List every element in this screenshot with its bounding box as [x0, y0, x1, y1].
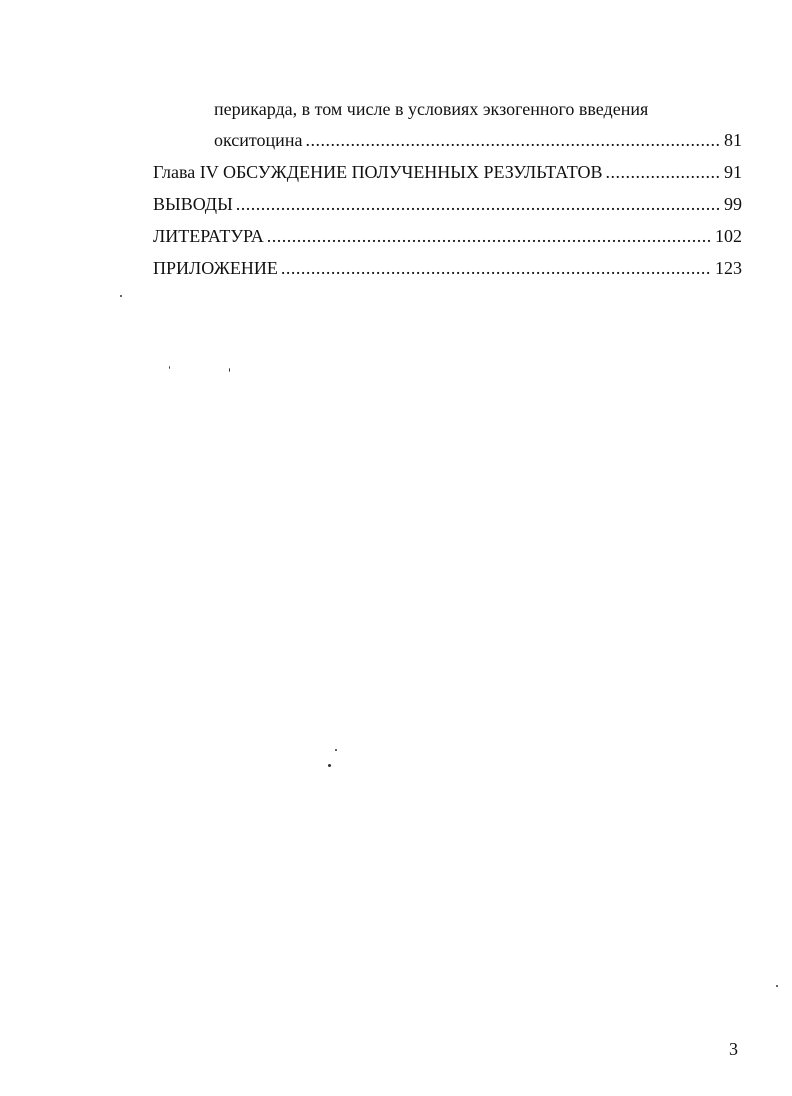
toc-page-number: 99	[724, 194, 742, 214]
leader-dots	[305, 129, 721, 151]
toc-page-number: 102	[715, 226, 742, 246]
toc-entry-title: ЛИТЕРАТУРА	[153, 226, 264, 246]
scan-speck	[328, 764, 331, 767]
toc-page-number: 81	[724, 130, 742, 150]
toc-entry-chapter-4	[153, 161, 742, 183]
scan-speck	[169, 366, 170, 369]
scan-speck	[229, 368, 230, 372]
toc-entry-literature	[153, 225, 742, 247]
toc-entry-continuation-line2	[214, 129, 742, 151]
toc-entry-title: окситоцина	[214, 130, 303, 150]
toc-entry-title: Глава IV ОБСУЖДЕНИЕ ПОЛУЧЕННЫХ РЕЗУЛЬТАТОВ	[153, 162, 603, 182]
scan-speck	[776, 985, 778, 987]
scan-speck	[335, 749, 337, 751]
toc-entry-title: ВЫВОДЫ	[153, 194, 233, 214]
leader-dots	[267, 225, 712, 247]
scan-speck	[120, 295, 122, 297]
toc-entry-conclusions	[153, 193, 742, 215]
leader-dots	[236, 193, 721, 215]
toc-entry-continuation-line1: перикарда, в том числе в условиях экзогенного введения	[214, 99, 649, 119]
toc-entry-appendix	[153, 257, 742, 279]
leader-dots	[605, 161, 721, 183]
leader-dots	[281, 257, 712, 279]
page-number: 3	[729, 1039, 738, 1059]
toc-page-number: 123	[715, 258, 742, 278]
toc-entry-title: ПРИЛОЖЕНИЕ	[153, 258, 278, 278]
toc-page-number: 91	[724, 162, 742, 182]
